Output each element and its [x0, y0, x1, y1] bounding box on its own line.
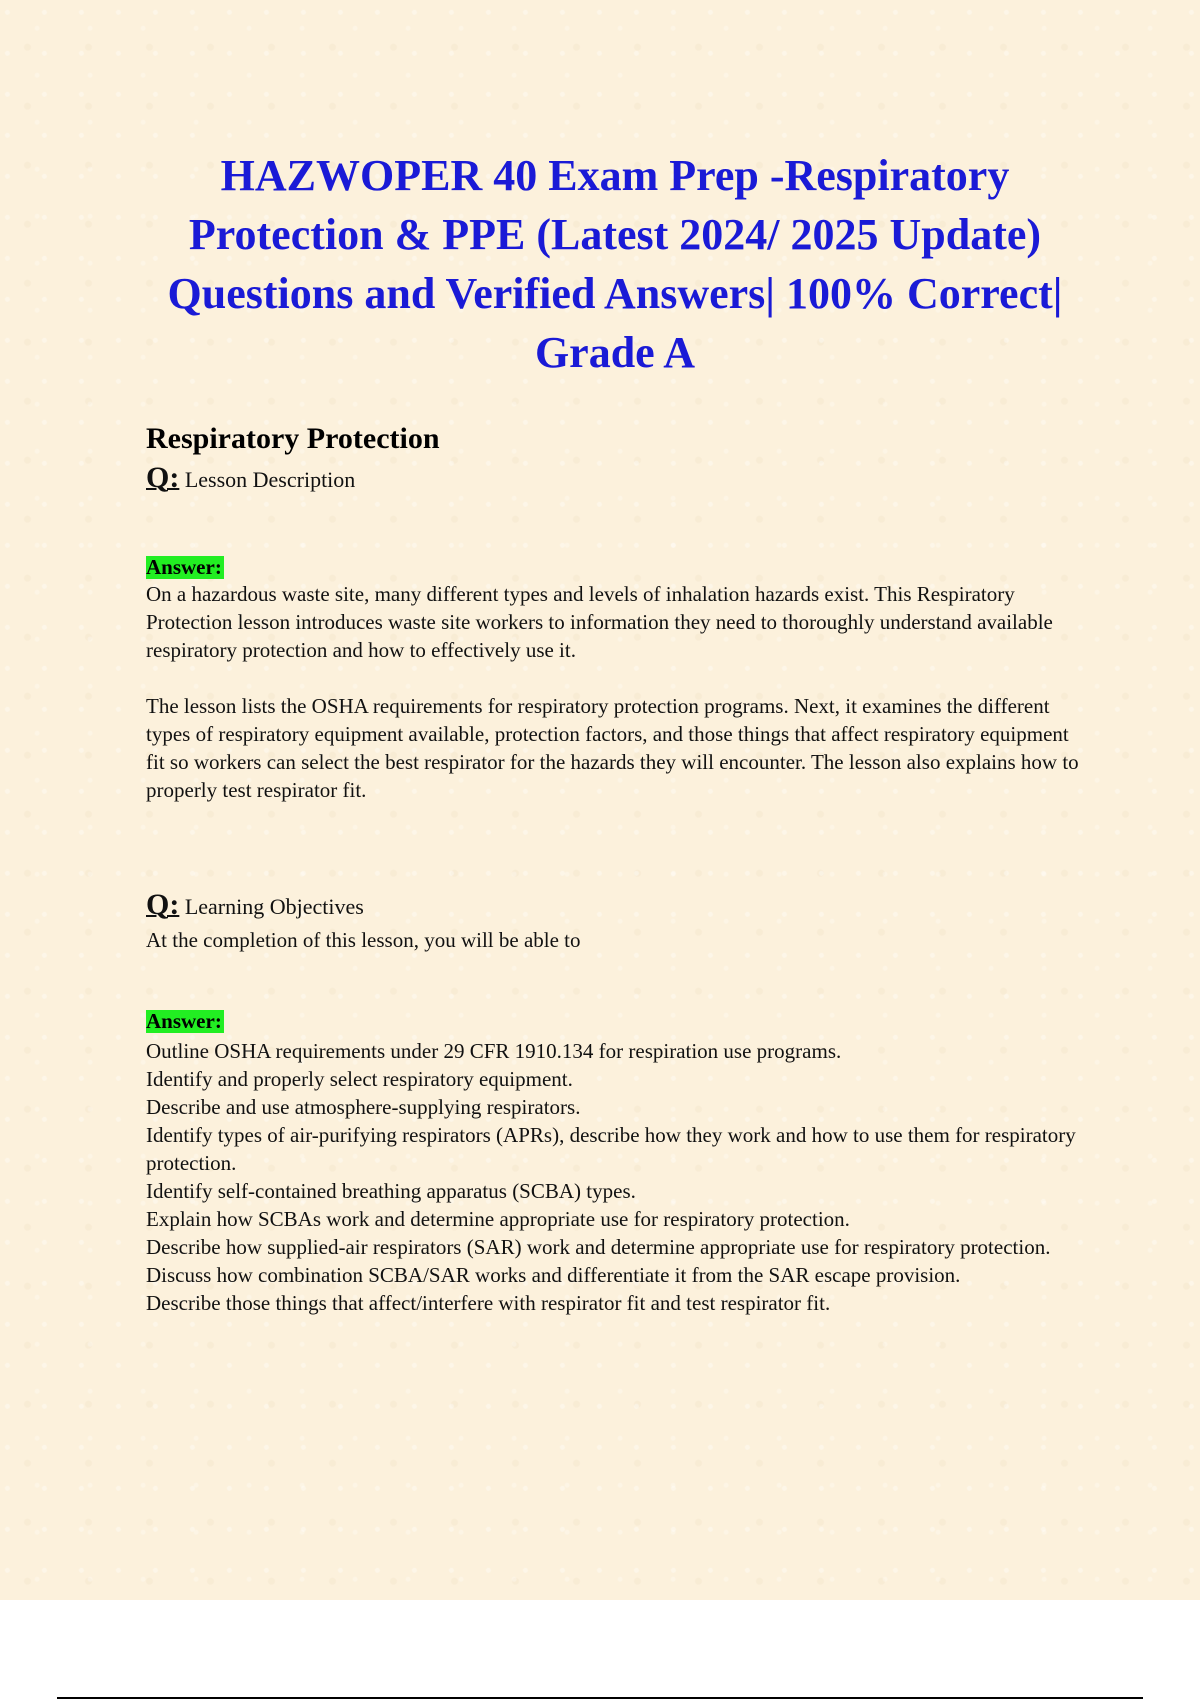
- question-2-detail: At the completion of this lesson, you will be able to: [146, 928, 581, 952]
- footer-divider: [57, 1697, 1143, 1699]
- list-item: Describe how supplied-air respirators (SAR) work and determine appropriate use for respiratory protection.: [146, 1235, 1051, 1259]
- list-item: Discuss how combination SCBA/SAR works and differentiate it from the SAR escape provision.: [146, 1263, 961, 1287]
- list-item: Outline OSHA requirements under 29 CFR 1910.134 for respiration use programs.: [146, 1039, 842, 1063]
- list-item: Identify types of air-purifying respirators (APRs), describe how they work and how to use them for respiratory protection.: [146, 1123, 1076, 1175]
- list-item: Identify self-contained breathing apparatus (SCBA) types.: [146, 1179, 636, 1203]
- list-item: Describe and use atmosphere-supplying respirators.: [146, 1095, 581, 1119]
- list-item: Explain how SCBAs work and determine appropriate use for respiratory protection.: [146, 1207, 850, 1231]
- question-1-text: Lesson Description: [184, 467, 356, 492]
- question-label: Q:: [146, 461, 180, 494]
- list-item: Identify and properly select respiratory equipment.: [146, 1067, 573, 1091]
- learning-objectives-list: [146, 1037, 1096, 1317]
- answer-1-paragraph-1: On a hazardous waste site, many different types and levels of inhalation hazards exist. This Respiratory Protection lesson introduces waste site workers to information they need to thoroughly understand available respiratory protection and how to effectively use it.: [146, 582, 1053, 662]
- answer-1-paragraph-2: The lesson lists the OSHA requirements for respiratory protection programs. Next, it examines the different types of respiratory equipment available, protection factors, and those things that affect respiratory equipment fit so workers can select the best respirator for the hazards they will encounter. The lesson also explains how to properly test respirator fit.: [146, 694, 1079, 802]
- document-title: HAZWOPER 40 Exam Prep -Respiratory Protection & PPE (Latest 2024/ 2025 Update) Questions and Verified Answers| 100% Correct| Grade A: [167, 151, 1063, 377]
- list-item: Describe those things that affect/interfere with respirator fit and test respirator fit.: [146, 1291, 831, 1315]
- question-label: Q:: [146, 888, 180, 921]
- question-2: [146, 888, 364, 921]
- section-heading: Respiratory Protection: [146, 422, 440, 455]
- question-1: [146, 461, 356, 494]
- question-2-text: Learning Objectives: [184, 894, 364, 919]
- answer-label-1: Answer:: [146, 555, 222, 579]
- answer-label-2: Answer:: [146, 1009, 222, 1033]
